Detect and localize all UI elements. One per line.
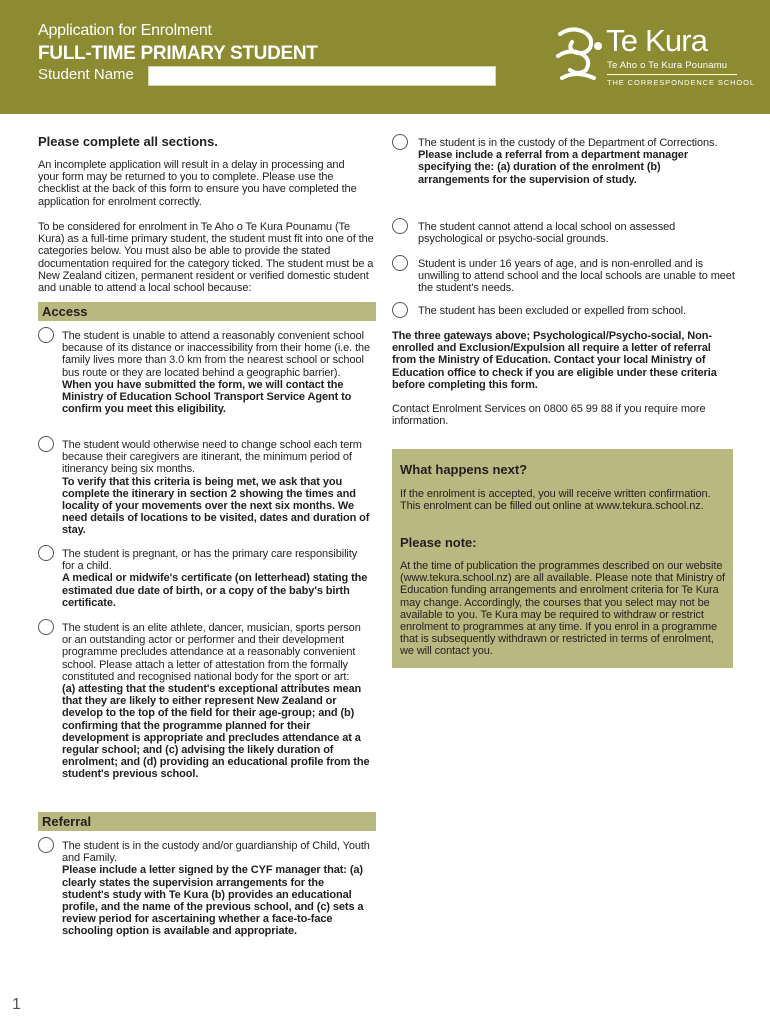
- referral-option-1: [62, 840, 372, 938]
- page-title: FULL-TIME PRIMARY STUDENT: [38, 43, 318, 64]
- referral-option-1-text: The student is in the custody and/or guardianship of Child, Youth and Family.: [62, 840, 370, 865]
- access-option-1-checkbox[interactable]: [38, 327, 54, 343]
- note-heading: Please note:: [400, 535, 477, 550]
- referral-option-2: [418, 137, 720, 186]
- referral-option-5-checkbox[interactable]: [392, 302, 408, 318]
- next-text: If the enrolment is accepted, you will receive written confirmation. This enrolment can be filled out online at www.tekura.school.nz.: [400, 488, 711, 513]
- referral-option-4-checkbox[interactable]: [392, 255, 408, 271]
- logo-tagline: THE CORRESPONDENCE SCHOOL: [607, 78, 755, 87]
- referral-option-2-checkbox[interactable]: [392, 134, 408, 150]
- access-option-3-checkbox[interactable]: [38, 545, 54, 561]
- koru-logo-icon: [554, 26, 604, 88]
- referral-section-header: Referral: [38, 812, 376, 831]
- student-name-field[interactable]: [148, 66, 496, 86]
- referral-option-1-requirement: Please include a letter signed by the CYF manager that: (a) clearly states the supervision arrangements for the student's study with Te Kura (b) provides an educational profile, and the name of the previous school, and (c) sets a review period for ascertaining whether a face-to-face schooling option is available and appropriate.: [62, 864, 364, 938]
- access-option-1: [62, 330, 372, 415]
- referral-option-4-text: Student is under 16 years of age, and is non-enrolled and is unwilling to attend school and the local schools are unable to meet the student's needs.: [418, 258, 735, 295]
- access-option-1-requirement: When you have submitted the form, we will contact the Ministry of Education School Transport Service Agent to confirm you meet this eligibility.: [62, 378, 352, 416]
- access-option-4-text: The student is an elite athlete, dancer, musician, sports person or an outstanding actor or performer and their development programme precludes attendance at a reasonably convenient school. Please attach a letter of attestation from the formally constituted and recognised national body for the sport or art:: [62, 622, 361, 683]
- note-text: At the time of publication the programmes described on our website (www.tekura.school.nz) are all available. Please note that Ministry of Education funding arrangements and enrolment criteria for Te Kura may change. Accordingly, the courses that you select may not be available to you. Te Kura may be required to withdraw or restrict enrolment to programmes at any time. If you enrol in a programme that is subsequently withdrawn or restricted in terms of enrolment, we will contact you.: [400, 560, 725, 658]
- access-option-2-checkbox[interactable]: [38, 436, 54, 452]
- logo-name: Te Kura: [606, 23, 708, 58]
- access-option-1-text: The student is unable to attend a reasonably convenient school because of its distance or inaccessibility from their home (i.e. the family lives more than 3.0 km from the nearest school or school bus route or they are located behind a geographic barrier).: [62, 330, 371, 379]
- access-option-2-text: The student would otherwise need to change school each term because their caregivers are itinerant, the minimum period of itinerancy being six months.: [62, 439, 362, 476]
- student-name-label: Student Name: [38, 66, 134, 83]
- header-banner: [0, 0, 770, 114]
- access-option-2-requirement: To verify that this criteria is being met, we ask that you complete the itinerary in section 2 showing the times and locality of your movements over the next six months. We need details of locations to be visited, dates and duration of stay.: [62, 475, 370, 537]
- access-option-4-requirement: (a) attesting that the student's exceptional attributes mean that they are likely to either represent New Zealand or develop to the top of the field for their age-group; and (b) confirming that the programme planned for their development is appropriate and precludes attendance at a regular school; and (c) advising the likely duration of enrolment; and (d) providing an educational profile from the student's previous school.: [62, 683, 370, 781]
- intro-paragraph-2: To be considered for enrolment in Te Aho o Te Kura Pounamu (Te Kura) as a full-time primary student, the student must fit into one of the categories below. You must also be able to provide the stated documentation required for the category ticked. The student must be a New Zealand citizen, permanent resident or verified domestic student and unable to attend a local school because:: [38, 221, 374, 295]
- intro-heading: Please complete all sections.: [38, 134, 218, 149]
- access-option-3-requirement: A medical or midwife's certificate (on letterhead) stating the estimated due date of birth, or a copy of the baby's birth certificate.: [62, 572, 368, 609]
- access-option-2: [62, 439, 372, 537]
- referral-option-2-requirement: Please include a referral from a department manager specifying the: (a) duration of the enrolment (b) arrangements for the supervision of study.: [418, 149, 689, 186]
- referral-option-1-checkbox[interactable]: [38, 837, 54, 853]
- intro-paragraph-1: An incomplete application will result in a delay in processing and your form may be returned to you to complete. Please use the checklist at the back of this form to ensure you have completed the application for enrolment correctly.: [38, 159, 357, 208]
- next-heading: What happens next?: [400, 462, 528, 477]
- access-option-4-checkbox[interactable]: [38, 619, 54, 635]
- access-option-3: [62, 548, 372, 609]
- access-option-3-text: The student is pregnant, or has the primary care responsibility for a child.: [62, 548, 358, 573]
- page-number: 1: [12, 996, 21, 1013]
- form-type: Application for Enrolment: [38, 22, 212, 39]
- logo-subtitle: Te Aho o Te Kura Pounamu: [607, 60, 728, 71]
- referral-option-5-text: The student has been excluded or expelled from school.: [418, 305, 686, 317]
- referral-option-3-text: The student cannot attend a local school on assessed psychological or psycho-social grounds.: [418, 221, 676, 246]
- access-section-header: Access: [38, 302, 376, 321]
- access-option-4: [62, 622, 372, 781]
- logo-divider: [607, 74, 737, 75]
- referral-option-3-checkbox[interactable]: [392, 218, 408, 234]
- te-kura-logo: [554, 23, 755, 90]
- gateways-note: The three gateways above; Psychological/Psycho-social, Non-enrolled and Exclusion/Expulsion all require a letter of referral from the Ministry of Education. Contact your local Ministry of Education office to check if you are eligible under these criteria before completing this form.: [392, 330, 717, 391]
- referral-option-2-text: The student is in the custody of the Department of Corrections.: [418, 137, 718, 149]
- contact-note: Contact Enrolment Services on 0800 65 99 88 if you require more information.: [392, 403, 706, 428]
- what-happens-next-box: [392, 449, 733, 668]
